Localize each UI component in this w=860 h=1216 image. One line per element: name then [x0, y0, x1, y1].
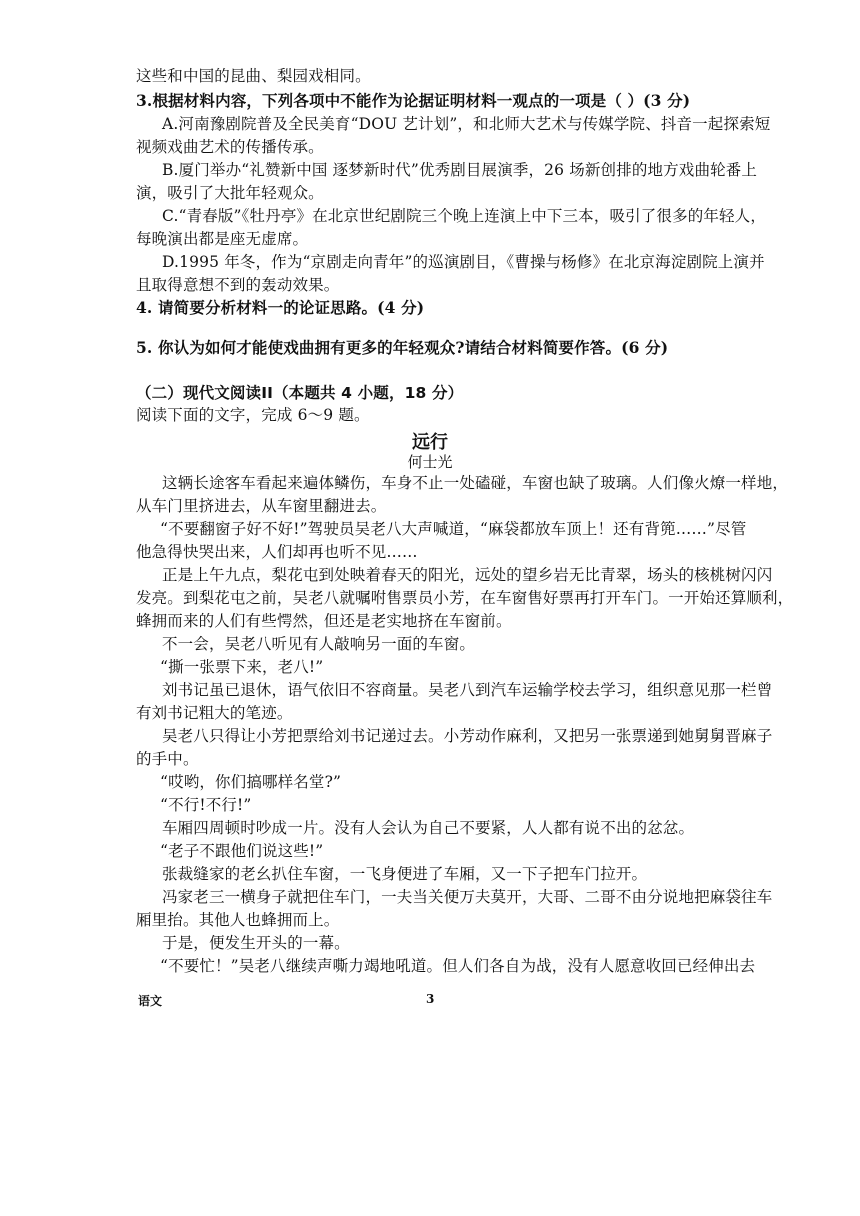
story-line: 冯家老三一横身子就把住车门，一夫当关便万夫莫开，大哥、二哥不由分说地把麻袋往车 — [162, 888, 773, 906]
text-line: 每晚演出都是座无虚席。 — [136, 230, 309, 248]
story-line: “不要翻窗子好不好!”驾驶员吴老八大声喊道，“麻袋都放车顶上！还有背篼……”尽管 — [160, 520, 747, 538]
story-line: 吴老八只得让小芳把票给刘书记递过去。小芳动作麻利，又把另一张票递到她舅舅晋麻子 — [162, 727, 773, 745]
question-5: 5. 你认为如何才能使戏曲拥有更多的年轻观众?请结合材料简要作答。(6 分) — [136, 338, 669, 357]
story-line: 车厢四周顿时吵成一片。没有人会认为自己不要紧，人人都有说不出的忿忿。 — [162, 819, 695, 837]
text-line: 且取得意想不到的轰动效果。 — [136, 276, 340, 294]
story-line: 这辆长途客车看起来遍体鳞伤，车身不止一处磕碰，车窗也缺了玻璃。人们像火燎一样地， — [162, 474, 789, 492]
story-line: 从车门里挤进去，从车窗里翻进去。 — [136, 497, 387, 515]
story-title: 远行 — [412, 432, 448, 453]
text-line: 演，吸引了大批年轻观众。 — [136, 184, 324, 202]
story-line: 蜂拥而来的人们有些愕然，但还是老实地挤在车窗前。 — [136, 612, 512, 630]
story-line: 不一会，吴老八听见有人敲响另一面的车窗。 — [162, 635, 476, 653]
section-heading: （二）现代文阅读II（本题共 4 小题，18 分） — [136, 384, 464, 402]
option-b: B.厦门举办“礼赞新中国 逐梦新时代”优秀剧目展演季，26 场新创排的地方戏曲轮番上 — [162, 161, 758, 179]
story-line: 厢里抬。其他人也蜂拥而上。 — [136, 911, 340, 929]
story-line: 发亮。到梨花屯之前，吴老八就嘱咐售票员小芳，在车窗售好票再打开车门。一开始还算顺利， — [136, 589, 794, 607]
story-author: 何士光 — [407, 453, 453, 471]
page-number: 3 — [426, 992, 435, 1006]
text-line: 视频戏曲艺术的传播传承。 — [136, 138, 324, 156]
option-a: A.河南豫剧院普及全民美育“DOU 艺计划”，和北师大艺术与传媒学院、抖音一起探索短 — [162, 115, 771, 133]
question-3: 3.根据材料内容，下列各项中不能作为论据证明材料一观点的一项是（ ）(3 分) — [136, 91, 691, 110]
question-4: 4. 请简要分析材料一的论证思路。(4 分) — [136, 298, 425, 317]
story-line: 刘书记虽已退休，语气依旧不容商量。吴老八到汽车运输学校去学习，组织意见那一栏曾 — [162, 681, 773, 699]
option-d: D.1995 年冬，作为“京剧走向青年”的巡演剧目，《曹操与杨修》在北京海淀剧院上演并 — [162, 253, 765, 271]
story-line: “老子不跟他们说这些!” — [160, 842, 324, 860]
story-line: 的手中。 — [136, 750, 199, 768]
story-line: “哎哟，你们搞哪样名堂?” — [160, 773, 342, 791]
story-line: “不要忙！”吴老八继续声嘶力竭地吼道。但人们各自为战，没有人愿意收回已经伸出去 — [160, 957, 756, 975]
story-line: 正是上午九点，梨花屯到处映着春天的阳光，远处的望乡岩无比青翠，场头的核桃树闪闪 — [162, 566, 773, 584]
option-c: C.“青春版”《牡丹亭》在北京世纪剧院三个晚上连演上中下三本，吸引了很多的年轻人， — [162, 207, 766, 225]
instruction: 阅读下面的文字，完成 6～9 题。 — [136, 406, 370, 424]
story-line: “撕一张票下来，老八!” — [160, 658, 324, 676]
text-line: 这些和中国的昆曲、梨园戏相同。 — [136, 67, 371, 85]
story-line: “不行!不行!” — [160, 796, 252, 814]
story-line: 有刘书记粗大的笔迹。 — [136, 704, 293, 722]
story-line: 张裁缝家的老幺扒住车窗，一飞身便进了车厢，又一下子把车门拉开。 — [162, 865, 648, 883]
story-line: 他急得快哭出来，人们却再也听不见…… — [136, 543, 418, 561]
story-line: 于是，便发生开头的一幕。 — [162, 934, 350, 952]
footer-subject: 语文 — [138, 994, 163, 1008]
